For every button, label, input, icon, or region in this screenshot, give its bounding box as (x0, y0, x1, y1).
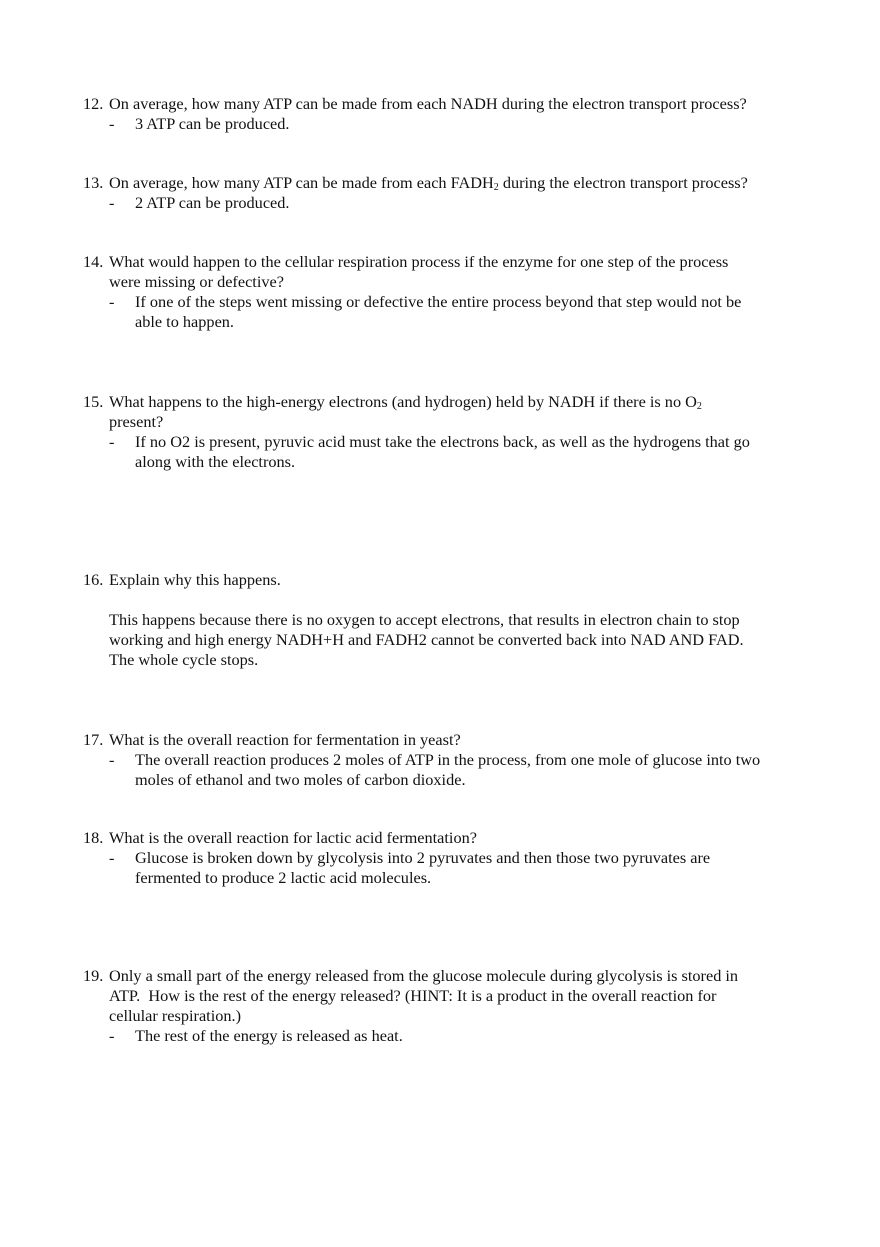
question-text: What is the overall reaction for lactic acid fermentation? (109, 828, 477, 847)
question-number: 18. (83, 828, 104, 847)
answer-text: 3 ATP can be produced. (135, 114, 290, 133)
question-19 (83, 966, 823, 1046)
answer-text: The overall reaction produces 2 moles of ATP in the process, from one mole of glucose into two moles of ethanol and two moles of carbon dioxide. (135, 750, 761, 789)
answer-text: The rest of the energy is released as heat. (135, 1026, 403, 1045)
answer-16-paragraph: This happens because there is no oxygen to accept electrons, that results in electron chain to stop working and high energy NADH+H and FADH2 cannot be converted back into NAD AND FAD. The whole cycle stops. (109, 610, 744, 669)
answer-14 (109, 292, 823, 332)
question-number: 13. (83, 173, 104, 192)
question-number: 16. (83, 570, 104, 589)
question-15 (83, 392, 823, 472)
question-text: What would happen to the cellular respiration process if the enzyme for one step of the process were missing or defective? (109, 252, 729, 291)
answer-dash: - (109, 114, 115, 133)
answer-17 (109, 750, 823, 790)
answer-dash: - (109, 292, 115, 311)
answer-text: If no O2 is present, pyruvic acid must take the electrons back, as well as the hydrogens that go along with the electrons. (135, 432, 750, 471)
question-18 (83, 828, 823, 888)
question-number: 14. (83, 252, 104, 271)
question-number: 19. (83, 966, 104, 985)
answer-text: Glucose is broken down by glycolysis into 2 pyruvates and then those two pyruvates are fermented to produce 2 lactic acid molecules. (135, 848, 711, 887)
answer-18 (109, 848, 823, 888)
answer-dash: - (109, 848, 115, 867)
question-16 (83, 570, 823, 670)
question-number: 12. (83, 94, 104, 113)
question-text: Explain why this happens. (109, 570, 281, 589)
question-number: 15. (83, 392, 104, 411)
answer-13 (109, 193, 823, 213)
answer-dash: - (109, 193, 115, 212)
answer-dash: - (109, 432, 115, 451)
question-17 (83, 730, 823, 790)
answer-text: If one of the steps went missing or defective the entire process beyond that step would not be able to happen. (135, 292, 742, 331)
question-text: On average, how many ATP can be made from each NADH during the electron transport process? (109, 94, 747, 113)
answer-text: 2 ATP can be produced. (135, 193, 290, 212)
answer-dash: - (109, 750, 115, 769)
question-text: What happens to the high-energy electrons (and hydrogen) held by NADH if there is no $O_2$ present? (109, 392, 702, 431)
question-number: 17. (83, 730, 104, 749)
answer-12 (109, 114, 823, 134)
question-text: What is the overall reaction for fermentation in yeast? (109, 730, 461, 749)
question-13 (83, 173, 823, 213)
question-text: Only a small part of the energy released from the glucose molecule during glycolysis is stored in ATP. How is the rest of the energy released? (HINT: It is a product in the overall reaction for cellular respiration.) (109, 966, 739, 1025)
answer-15 (109, 432, 823, 472)
answer-19 (109, 1026, 823, 1046)
question-text: On average, how many ATP can be made from each $FADH_2$ during the electron transport process? (109, 173, 748, 193)
question-14 (83, 252, 823, 332)
answer-dash: - (109, 1026, 115, 1045)
question-12 (83, 94, 823, 134)
